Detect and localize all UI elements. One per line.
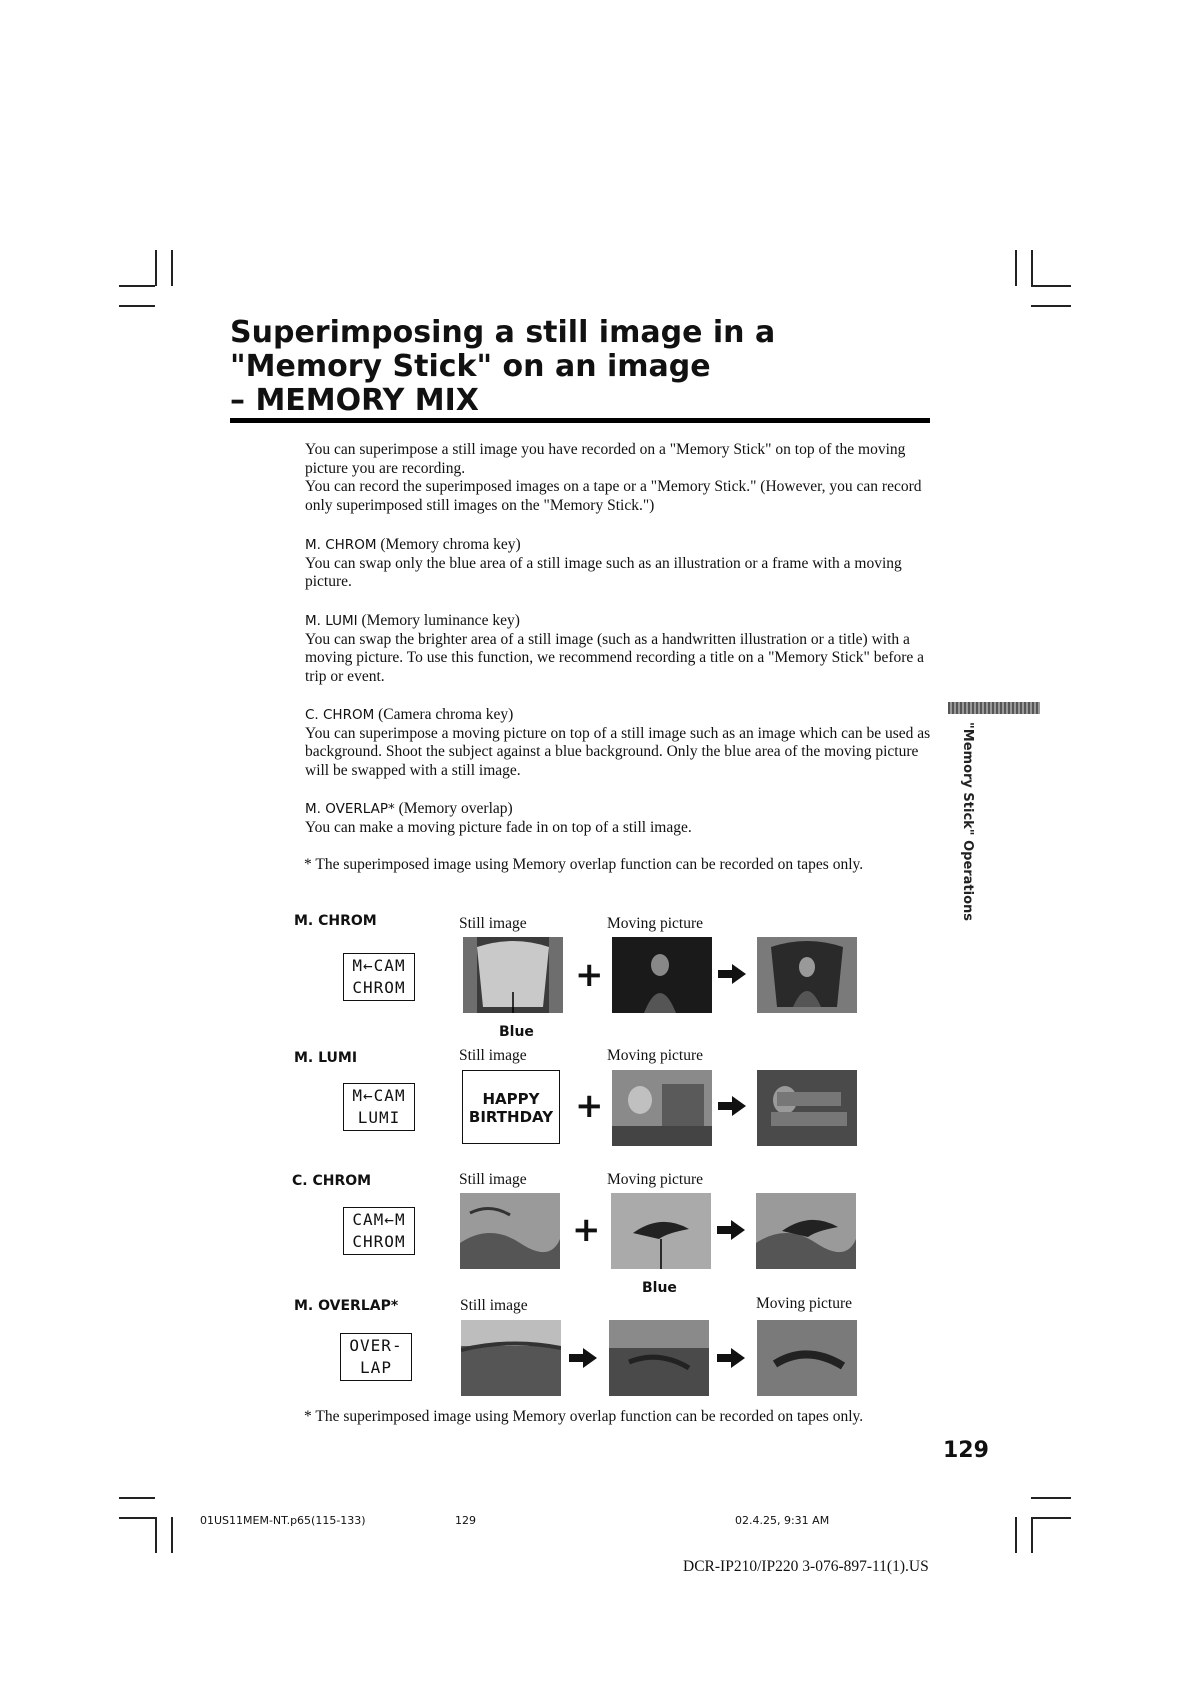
blue-pointer-label: Blue [642,1280,677,1296]
moving-picture-frame [612,1070,712,1146]
crop-mark-bottom-right-v2 [1031,1517,1033,1553]
mode-desc: You can make a moving picture fade in on top of a still image. [305,818,692,836]
arrow-right-icon [718,1094,746,1118]
mode-m-chrom [305,536,935,592]
mode-sub: (Camera chroma key) [374,706,514,723]
caption-still: Still image [459,1047,527,1064]
result-image-frame [757,1070,857,1146]
lcd-line-2: LAP [360,1358,392,1377]
result-image-frame [757,1320,857,1396]
moving-picture-frame [611,1193,711,1269]
crop-mark-bottom-left-h2 [119,1517,155,1519]
result-image-frame [757,937,857,1013]
caption-still: Still image [460,1297,528,1314]
arrow-right-icon [717,1218,745,1242]
caption-still: Still image [459,1171,527,1188]
still-image-frame [460,1193,560,1269]
page-number: 129 [943,1438,989,1463]
arrow-right-icon [717,1346,745,1370]
mode-m-overlap [305,800,935,837]
intro-text [305,441,935,515]
mode-term: M. CHROM [305,537,377,553]
mode-c-chrom [305,706,935,780]
crop-mark-bottom-left-h1 [119,1497,155,1499]
still-image-frame [461,1320,561,1396]
footer-page: 129 [455,1514,476,1527]
transition-image-frame [609,1320,709,1396]
still-title-line-2: BIRTHDAY [468,1108,554,1126]
lcd-indicator [343,953,415,1001]
lcd-indicator [343,1083,415,1131]
still-image-title-card [462,1070,560,1144]
lcd-line-2: CHROM [352,978,406,997]
arrow-right-icon [569,1346,597,1370]
footnote-top: * The superimposed image using Memory overlap function can be recorded on tapes only. [304,856,864,873]
moving-picture-frame [612,937,712,1013]
crop-mark-bottom-right-v1 [1015,1517,1017,1553]
footer-date: 02.4.25, 9:31 AM [735,1514,830,1527]
lcd-line-1: OVER- [349,1336,403,1355]
crop-mark-top-left-v2 [171,250,173,286]
lcd-line-1: CAM←M [352,1210,406,1229]
crop-mark-top-left [119,285,155,287]
page-title [230,316,950,418]
mode-term: M. LUMI [305,613,358,629]
crop-mark-bottom-left-v1 [155,1517,157,1553]
intro-paragraph-1: You can superimpose a still image you have recorded on a "Memory Stick" on top of the moving picture you are recording. [305,441,906,477]
title-line-2: "Memory Stick" on an image [230,349,711,384]
crop-mark-top-left-h2 [119,305,155,307]
lcd-line-2: CHROM [352,1232,406,1251]
result-image-frame [756,1193,856,1269]
lcd-indicator [343,1207,415,1255]
mode-term: M. OVERLAP* [305,801,395,817]
intro-paragraph-2: You can record the superimposed images on a tape or a "Memory Stick." (However, you can record only superimposed still images on the "Memory Stick.") [305,478,922,514]
mode-sub: (Memory overlap) [394,800,513,817]
mode-desc: You can swap only the blue area of a still image such as an illustration or a frame with a moving picture. [305,554,902,590]
crop-mark-top-right-h2 [1031,305,1071,307]
lcd-line-1: M←CAM [352,956,406,975]
caption-moving: Moving picture [607,915,703,932]
mode-sub: (Memory chroma key) [376,536,521,553]
arrow-right-icon [718,962,746,986]
lcd-line-1: M←CAM [352,1086,406,1105]
mode-m-lumi [305,612,935,686]
mode-desc: You can swap the brighter area of a still image (such as a handwritten illustration or a title) with a moving picture. To use this function, we recommend recording a title on a "Memory Stick" before a trip or event. [305,630,925,685]
side-tab-label: "Memory Stick" Operations [960,722,975,922]
crop-mark-top-left-v1 [155,250,157,286]
crop-mark-bottom-right-h2 [1031,1517,1071,1519]
crop-mark-top-right-v1 [1015,250,1017,286]
footnote-bottom: * The superimposed image using Memory overlap function can be recorded on tapes only. [304,1408,864,1425]
plus-icon: + [575,955,604,995]
row-label-m-chrom: M. CHROM [294,913,377,929]
crop-mark-bottom-left-v2 [171,1517,173,1553]
row-label-c-chrom: C. CHROM [292,1173,372,1189]
plus-icon: + [575,1086,604,1126]
caption-moving: Moving picture [607,1047,703,1064]
row-label-m-lumi: M. LUMI [294,1050,358,1066]
lcd-line-2: LUMI [357,1108,401,1127]
title-line-3: – MEMORY MIX [230,383,479,418]
plus-icon: + [572,1210,601,1250]
title-line-1: Superimposing a still image in a [230,315,776,350]
still-image-frame [463,937,563,1013]
blue-pointer-label: Blue [499,1024,534,1040]
mode-sub: (Memory luminance key) [357,612,520,629]
crop-mark-bottom-right-h1 [1031,1497,1071,1499]
side-tab-bar [948,702,1040,714]
crop-mark-top-right-h1 [1031,285,1071,287]
still-title-line-1: HAPPY [482,1090,540,1108]
footer-model: DCR-IP210/IP220 3-076-897-11(1).US [683,1558,929,1575]
mode-desc: You can superimpose a moving picture on top of a still image such as an image which can be used as background. Shoot the subject against a blue background. Only the blue area of the moving picture will be swapped with a still image. [305,724,931,779]
caption-moving: Moving picture [607,1171,703,1188]
row-label-m-overlap: M. OVERLAP* [294,1298,399,1314]
title-rule [230,418,930,423]
mode-term: C. CHROM [305,707,375,723]
caption-still: Still image [459,915,527,932]
lcd-indicator [340,1333,412,1381]
crop-mark-top-right-v2 [1031,250,1033,286]
caption-moving: Moving picture [756,1295,852,1312]
footer-file: 01US11MEM-NT.p65(115-133) [200,1514,366,1527]
